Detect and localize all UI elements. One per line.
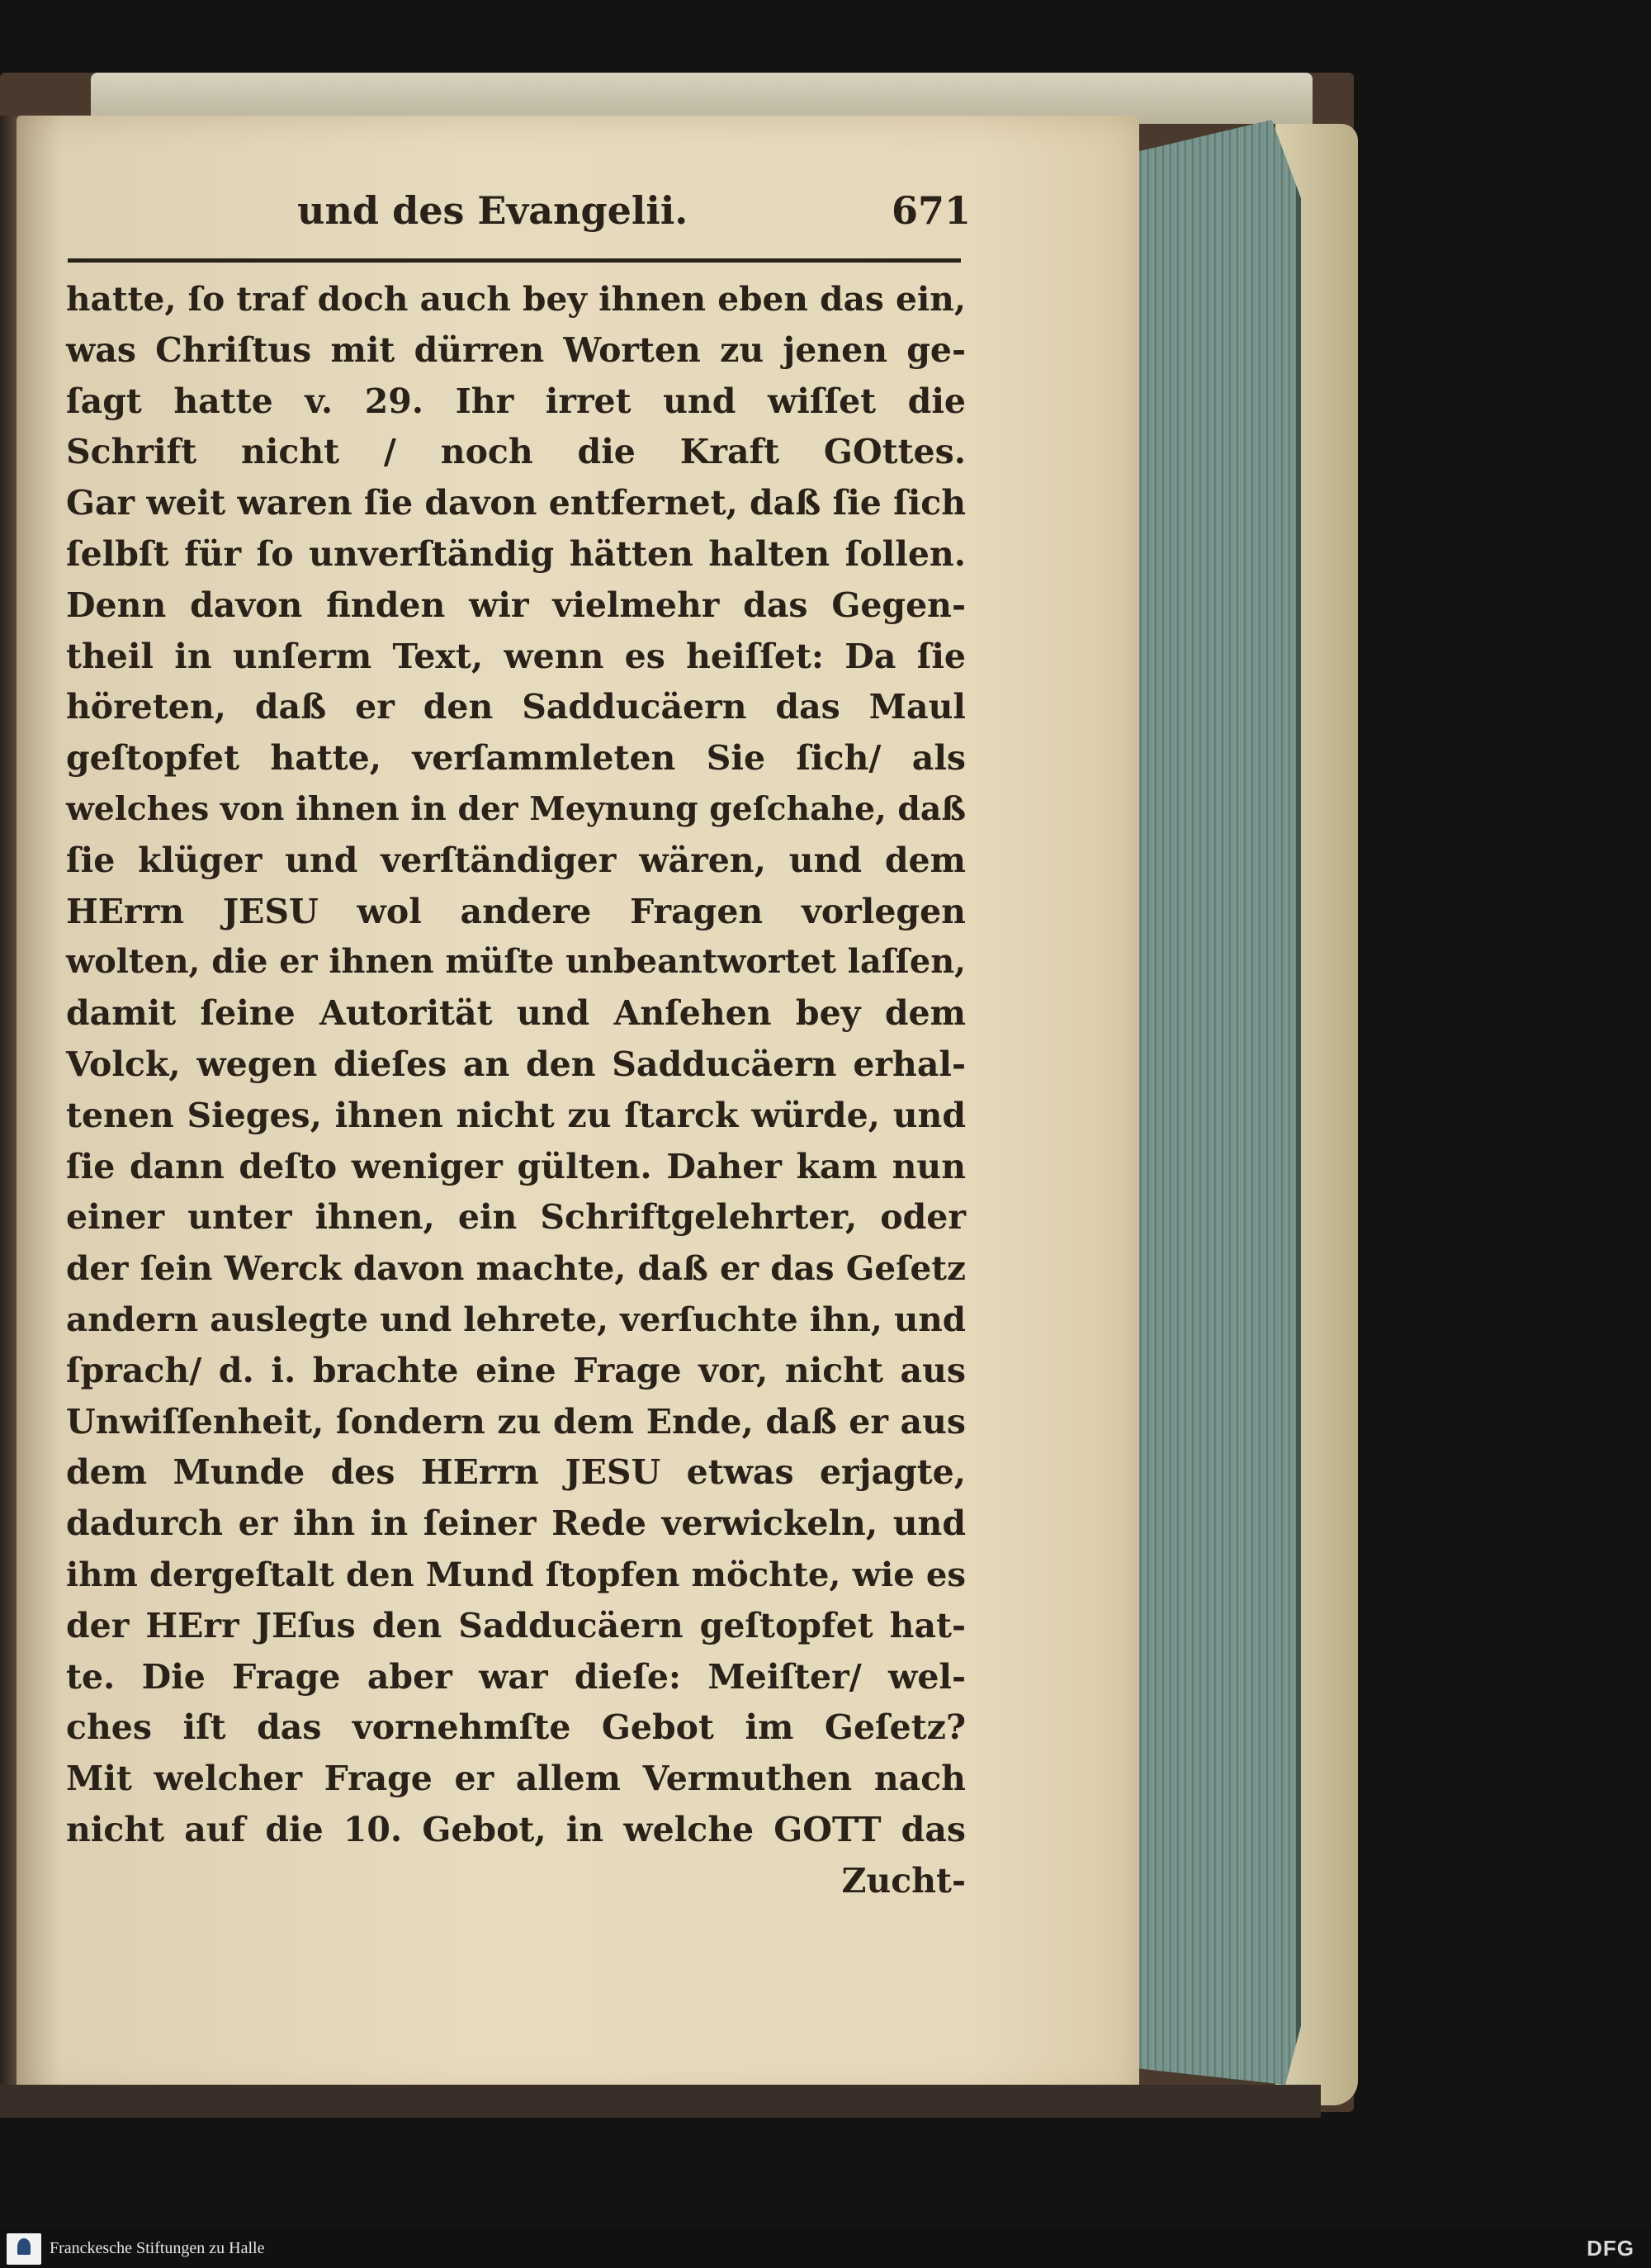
text-line: theil in unſerm Text, wenn es heiſſet: Da ſie xyxy=(66,636,966,676)
header-rule xyxy=(68,258,961,263)
text-line: tenen Sieges, ihnen nicht zu ſtarck würde, und xyxy=(66,1095,966,1135)
text-line: der ſein Werck davon machte, daß er das Geſetz xyxy=(66,1248,966,1289)
viewer-footer xyxy=(0,2229,1651,2268)
text-line: der HErr JEſus den Sadducäern geſtopfet hat- xyxy=(66,1605,966,1645)
text-line: ſprach/ d. i. brachte eine Frage vor, nicht aus xyxy=(66,1350,966,1390)
text-line: Mit welcher Frage er allem Vermuthen nach xyxy=(66,1759,966,1799)
text-line: te. Die Frage aber war dieſe: Meiſter/ wel- xyxy=(66,1656,966,1697)
page-number: 671 xyxy=(892,188,972,233)
text-line: ihm dergeſtalt den Mund ſtopfen möchte, wie es xyxy=(66,1555,966,1594)
text-line: Volck, wegen dieſes an den Sadducäern erhal- xyxy=(66,1044,966,1084)
page-bottom-shadow xyxy=(0,2085,1321,2118)
text-line: ſelbſt für ſo unverſtändig hätten halten ſollen. xyxy=(66,533,966,574)
text-line: welches von ihnen in der Meynung geſchahe, daß xyxy=(66,789,967,828)
text-line: geſtopfet hatte, verſammleten Sie ſich/ als xyxy=(66,738,966,779)
running-head: und des Evangelii. xyxy=(297,188,688,233)
text-line: nicht auf die 10. Gebot, in welche GOTT das xyxy=(66,1809,966,1849)
text-line: HErrn JESU wol andere Fragen vorlegen xyxy=(66,891,966,931)
text-line: ches iſt das vornehmſte Gebot im Geſetz? xyxy=(66,1707,966,1748)
body-text xyxy=(66,274,966,1907)
text-line: dadurch er ihn in ſeiner Rede verwickeln, und xyxy=(66,1503,966,1544)
text-line: ſie klüger und verſtändiger wären, und dem xyxy=(66,840,966,880)
text-line: andern auslegte und lehrete, verſuchte ihn, und xyxy=(66,1299,966,1339)
text-line: Unwiſſenheit, ſondern zu dem Ende, daß er aus xyxy=(66,1401,966,1442)
institution-name[interactable]: Franckesche Stiftungen zu Halle xyxy=(50,2239,265,2257)
dfg-logo[interactable]: DFG xyxy=(1587,2236,1634,2261)
text-line: höreten, daß er den Sadducäern das Maul xyxy=(66,687,966,727)
text-line: wolten, die er ihnen müſte unbeantwortet laſſen, xyxy=(66,943,967,982)
text-line: Denn davon finden wir vielmehr das Gegen- xyxy=(66,585,966,625)
text-line: Gar weit waren ſie davon entfernet, daß ſie ſich xyxy=(66,483,966,523)
text-line: ſagt hatte v. 29. Ihr irret und wiſſet die xyxy=(66,381,966,421)
catchword: Zucht- xyxy=(841,1860,966,1901)
institution-logo-icon xyxy=(7,2233,41,2265)
text-line: damit ſeine Autorität und Anſehen bey dem xyxy=(66,993,966,1034)
text-line: ſie dann deſto weniger gülten. Daher kam nun xyxy=(66,1146,966,1186)
text-line: dem Munde des HErrn JESU etwas erjagte, xyxy=(66,1452,966,1493)
text-line: was Chriſtus mit dürren Worten zu jenen ge- xyxy=(66,329,966,370)
text-line: einer unter ihnen, ein Schriftgelehrter, oder xyxy=(66,1197,966,1238)
text-line: Schrift nicht / noch die Kraft GOttes. xyxy=(66,432,966,472)
text-line: hatte, ſo traf doch auch bey ihnen eben das ein, xyxy=(66,279,966,319)
